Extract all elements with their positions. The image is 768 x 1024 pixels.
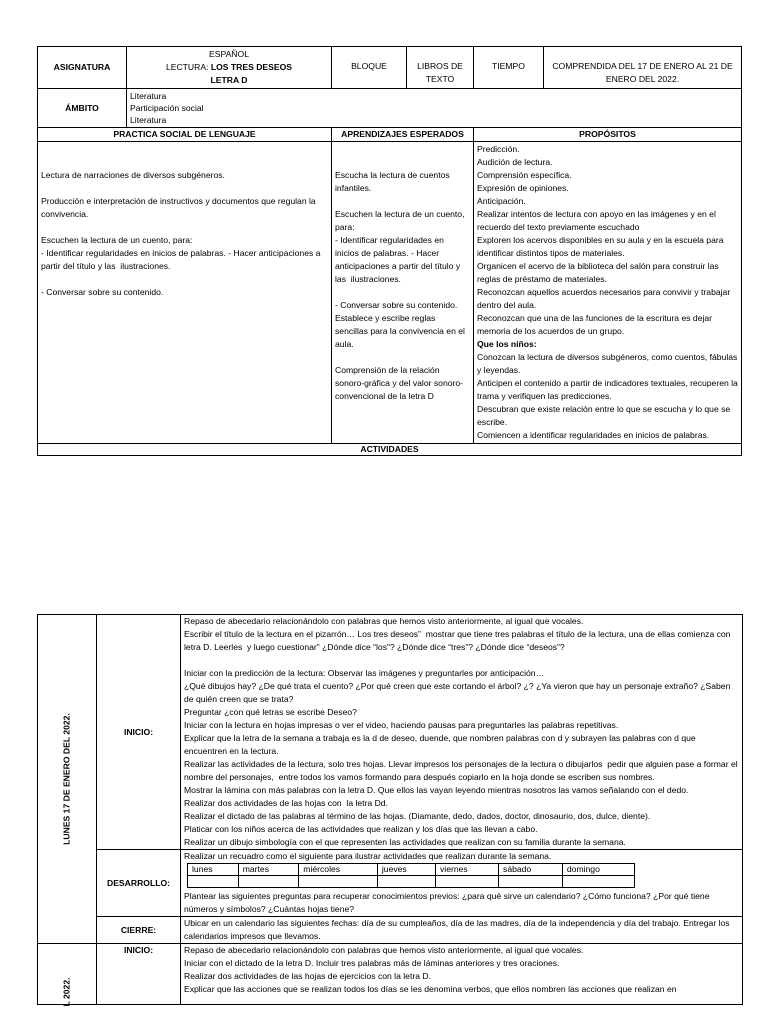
aprendizaje-line: Escuchen la lectura de un cuento, para: (335, 209, 467, 232)
aprendizajes-content (332, 142, 474, 444)
aprendizaje-line: Comprensión de la relación sonoro-gráfica y del valor sonoro-convencional de la letra D (335, 365, 464, 401)
libros-label: LIBROS DE TEXTO (407, 47, 474, 89)
activity-line: Explicar que las acciones que se realizan todos los días se les denomina verbos, que ellos nombren las acciones que realizan en (184, 984, 677, 994)
subject-line3: LETRA D (210, 75, 248, 85)
day-empty-cell (499, 876, 563, 888)
day1-inicio-label: INICIO: (97, 615, 181, 850)
proposito-line: Reconozcan que una de las funciones de la escritura es dejar memoria de los acuerdos de un grupo. (477, 313, 715, 336)
day-cell: miércoles (299, 864, 378, 876)
practica-line: - Identificar regularidades en inicios de palabras. - Hacer anticipaciones a partir del título y las ilustraciones. (41, 248, 323, 271)
day-cell: jueves (377, 864, 435, 876)
ambito-label: ÁMBITO (38, 89, 127, 128)
practica-line: Escuchen la lectura de un cuento, para: (41, 235, 193, 245)
que-los-ninos-heading: Que los niños: (477, 339, 537, 349)
ambito-line: Literatura (130, 115, 167, 125)
day2-inicio-content (181, 944, 743, 1005)
tiempo-label: TIEMPO (474, 47, 544, 89)
day-empty-cell (377, 876, 435, 888)
proposito-line: Anticipación. (477, 196, 526, 206)
bloque-label: BLOQUE (332, 47, 407, 89)
propositos-content (474, 142, 742, 444)
desarrollo-questions: Plantear las siguientes preguntas para recuperar conocimientos previos: ¿para qué sirve un calendario? ¿Cómo funciona? ¿Por qué tiene números y símbolos? ¿Cuántas hojas tiene? (184, 891, 712, 914)
day1-cierre-label: CIERRE: (97, 917, 181, 944)
day2-inicio-label: INICIO: (97, 944, 181, 1005)
aprendizaje-line: Escucha la lectura de cuentos infantiles. (335, 170, 453, 193)
proposito-line: Organicen el acervo de la biblioteca del salón para construir las reglas de préstamo de materiales. (477, 261, 722, 284)
day1-inicio-content (181, 615, 743, 850)
reading-title: LOS TRES DESEOS (210, 62, 293, 72)
col-aprendizajes-header: APRENDIZAJES ESPERADOS (332, 128, 474, 142)
day-empty-cell (562, 876, 634, 888)
day1-cierre-content: Ubicar en un calendario las siguientes fechas: día de su cumpleaños, día de las madres, día de la independencia y día del trabajo. Entregar los calendarios impresos que llevamos. (181, 917, 743, 944)
activity-line: Realizar dos actividades de las hojas de ejercicios con la letra D. (184, 971, 431, 981)
asignatura-label: ASIGNATURA (38, 47, 127, 89)
day-empty-cell (299, 876, 378, 888)
day2-label-cell (38, 944, 97, 1005)
activity-line: Iniciar con la lectura en hojas impresas o ver el video, haciendo pausas para preguntarles las palabras repetitivas. (184, 720, 619, 730)
actividades-header: ACTIVIDADES (38, 444, 742, 456)
day1-desarrollo-label: DESARROLLO: (97, 850, 181, 917)
proposito-line: Audición de lectura. (477, 157, 553, 167)
proposito-line: Predicción. (477, 144, 520, 154)
subject-line1: ESPAÑOL (209, 49, 249, 59)
day1-label-cell (38, 615, 97, 944)
period-text: COMPRENDIDA DEL 17 DE ENERO AL 21 DE ENERO DEL 2022. (544, 47, 742, 89)
aprendizaje-line (335, 286, 470, 299)
day-cell: martes (238, 864, 299, 876)
aprendizaje-line: - Conversar sobre su contenido. (335, 300, 458, 310)
practica-line (41, 273, 328, 286)
day-cell: viernes (436, 864, 499, 876)
activity-line (184, 654, 739, 667)
activity-line: Iniciar con el dictado de la letra D. Incluir tres palabras más de láminas anteriores y tres oraciones. (184, 958, 560, 968)
activity-line: ¿Qué dibujos hay? ¿De qué trata el cuento? ¿Por qué creen que este cortando el árbol? ¿? ¿Ya vieron que hay un personaje extraño? ¿Saben de quién creen que se trata? (184, 681, 733, 704)
day-cell: domingo (562, 864, 634, 876)
aprendizaje-line (335, 351, 470, 364)
activity-line: Platicar con los niños acerca de las actividades que realizan y los días que las llevan a cabo. (184, 824, 538, 834)
practica-line (41, 221, 328, 234)
ambito-line: Participación social (130, 103, 204, 113)
activity-line: Realizar un dibujo simbología con el que representen las actividades que realizan con su familia durante la semana. (184, 837, 626, 847)
proposito-line: Conozcan la lectura de diversos subgéneros, como cuentos, fábulas y leyendas. (477, 352, 740, 375)
subject-cell (127, 47, 332, 89)
ambito-values (127, 89, 742, 128)
practica-line: Producción e interpretación de instructivos y documentos que regulan la convivencia. (41, 196, 319, 219)
activity-line: Realizar dos actividades de las hojas con la letra Dd. (184, 798, 388, 808)
proposito-line: Expresión de opiniones. (477, 183, 569, 193)
activity-line: Preguntar ¿con qué letras se escribe Deseo? (184, 707, 357, 717)
activity-line: Escribir el título de la lectura en el pizarrón… Los tres deseos” mostrar que tiene tres palabras el título de la lectura, una de ellas comienza con letra D. Leerles y luego cuestionar” ¿Dónde dice “los”? ¿Dónde dice “tres”? ¿Dónde dice “deseos”? (184, 629, 733, 652)
activities-table (37, 614, 743, 1005)
activity-line: Explicar que la letra de la semana a trabaja es la d de deseo, duende, que nombren palabras con d y subrayen las palabras con d que encuentren en la lectura. (184, 733, 699, 756)
day2-label: L 2022. (61, 977, 72, 1007)
activity-line: Mostrar la lámina con más palabras con la letra D. Que ellos las vayan leyendo mientras nosotros las vamos señalando con el dedo. (184, 785, 689, 795)
subject-prefix: LECTURA: (165, 62, 211, 72)
desarrollo-intro: Realizar un recuadro como el siguiente para ilustrar actividades que realizan durante la semana. (184, 851, 552, 861)
proposito-line: Realizar intentos de lectura con apoyo en las imágenes y en el recuerdo del texto previamente escuchado (477, 209, 719, 232)
practica-line: - Conversar sobre su contenido. (41, 287, 164, 297)
practica-content (38, 142, 332, 444)
activity-line: Repaso de abecedario relacionándolo con palabras que hemos visto anteriormente, al igual que vocales. (184, 945, 584, 955)
aprendizaje-line (335, 195, 470, 208)
aprendizaje-line: - Identificar regularidades en inicios de palabras. - Hacer anticipaciones a partir del título y las ilustraciones. (335, 235, 463, 284)
proposito-line: Reconozcan aquellos acuerdos necesarios para convivir y trabajar dentro del aula. (477, 287, 733, 310)
proposito-line: Descubran que existe relación entre lo que se escucha y lo que se escribe. (477, 404, 733, 427)
day-empty-cell (436, 876, 499, 888)
col-propositos-header: PROPÓSITOS (474, 128, 742, 142)
day-empty-cell (238, 876, 299, 888)
aprendizaje-line: Establece y escribe reglas sencillas para la convivencia en el aula. (335, 313, 468, 349)
ambito-line: Literatura (130, 91, 167, 101)
activity-line: Iniciar con la predicción de la lectura: Observar las imágenes y preguntarles por anticipación… (184, 668, 545, 678)
day-cell: sábado (499, 864, 563, 876)
practica-line: Lectura de narraciones de diversos subgéneros. (41, 170, 225, 180)
planning-header-table (37, 46, 742, 456)
proposito-line: Exploren los acervos disponibles en su aula y en la escuela para identificar distintos tipos de materiales. (477, 235, 726, 258)
week-days-table (187, 863, 635, 888)
practica-line (41, 182, 328, 195)
col-practica-header: PRACTICA SOCIAL DE LENGUAJE (38, 128, 332, 142)
proposito-line: Comprensión específica. (477, 170, 572, 180)
day-empty-cell (188, 876, 239, 888)
day1-desarrollo-content (181, 850, 743, 917)
subject-line2 (130, 61, 328, 74)
proposito-line: Comiencen a identificar regularidades en inicios de palabras. (477, 430, 710, 440)
activity-line: Realizar las actividades de la lectura, solo tres hojas. Llevar impresos los personajes de la lectura o dibujarlos pedir que alguien pase a formar el nombre del personajes, entre todos los vamos formando para después copiarlo en la hoja donde se escriben sus nombres. (184, 759, 741, 782)
day1-label: LUNES 17 DE ENERO DEL 2022. (61, 713, 72, 845)
day-cell: lunes (188, 864, 239, 876)
activity-line: Realizar el dictado de las palabras al término de las hojas. (Diamante, dedo, dados, doctor, dinosaurio, dos, dulce, diente). (184, 811, 651, 821)
proposito-line: Anticipen el contenido a partir de indicadores textuales, recuperen la trama y verifiquen las predicciones. (477, 378, 741, 401)
activity-line: Repaso de abecedario relacionándolo con palabras que hemos visto anteriormente, al igual que vocales. (184, 616, 584, 626)
